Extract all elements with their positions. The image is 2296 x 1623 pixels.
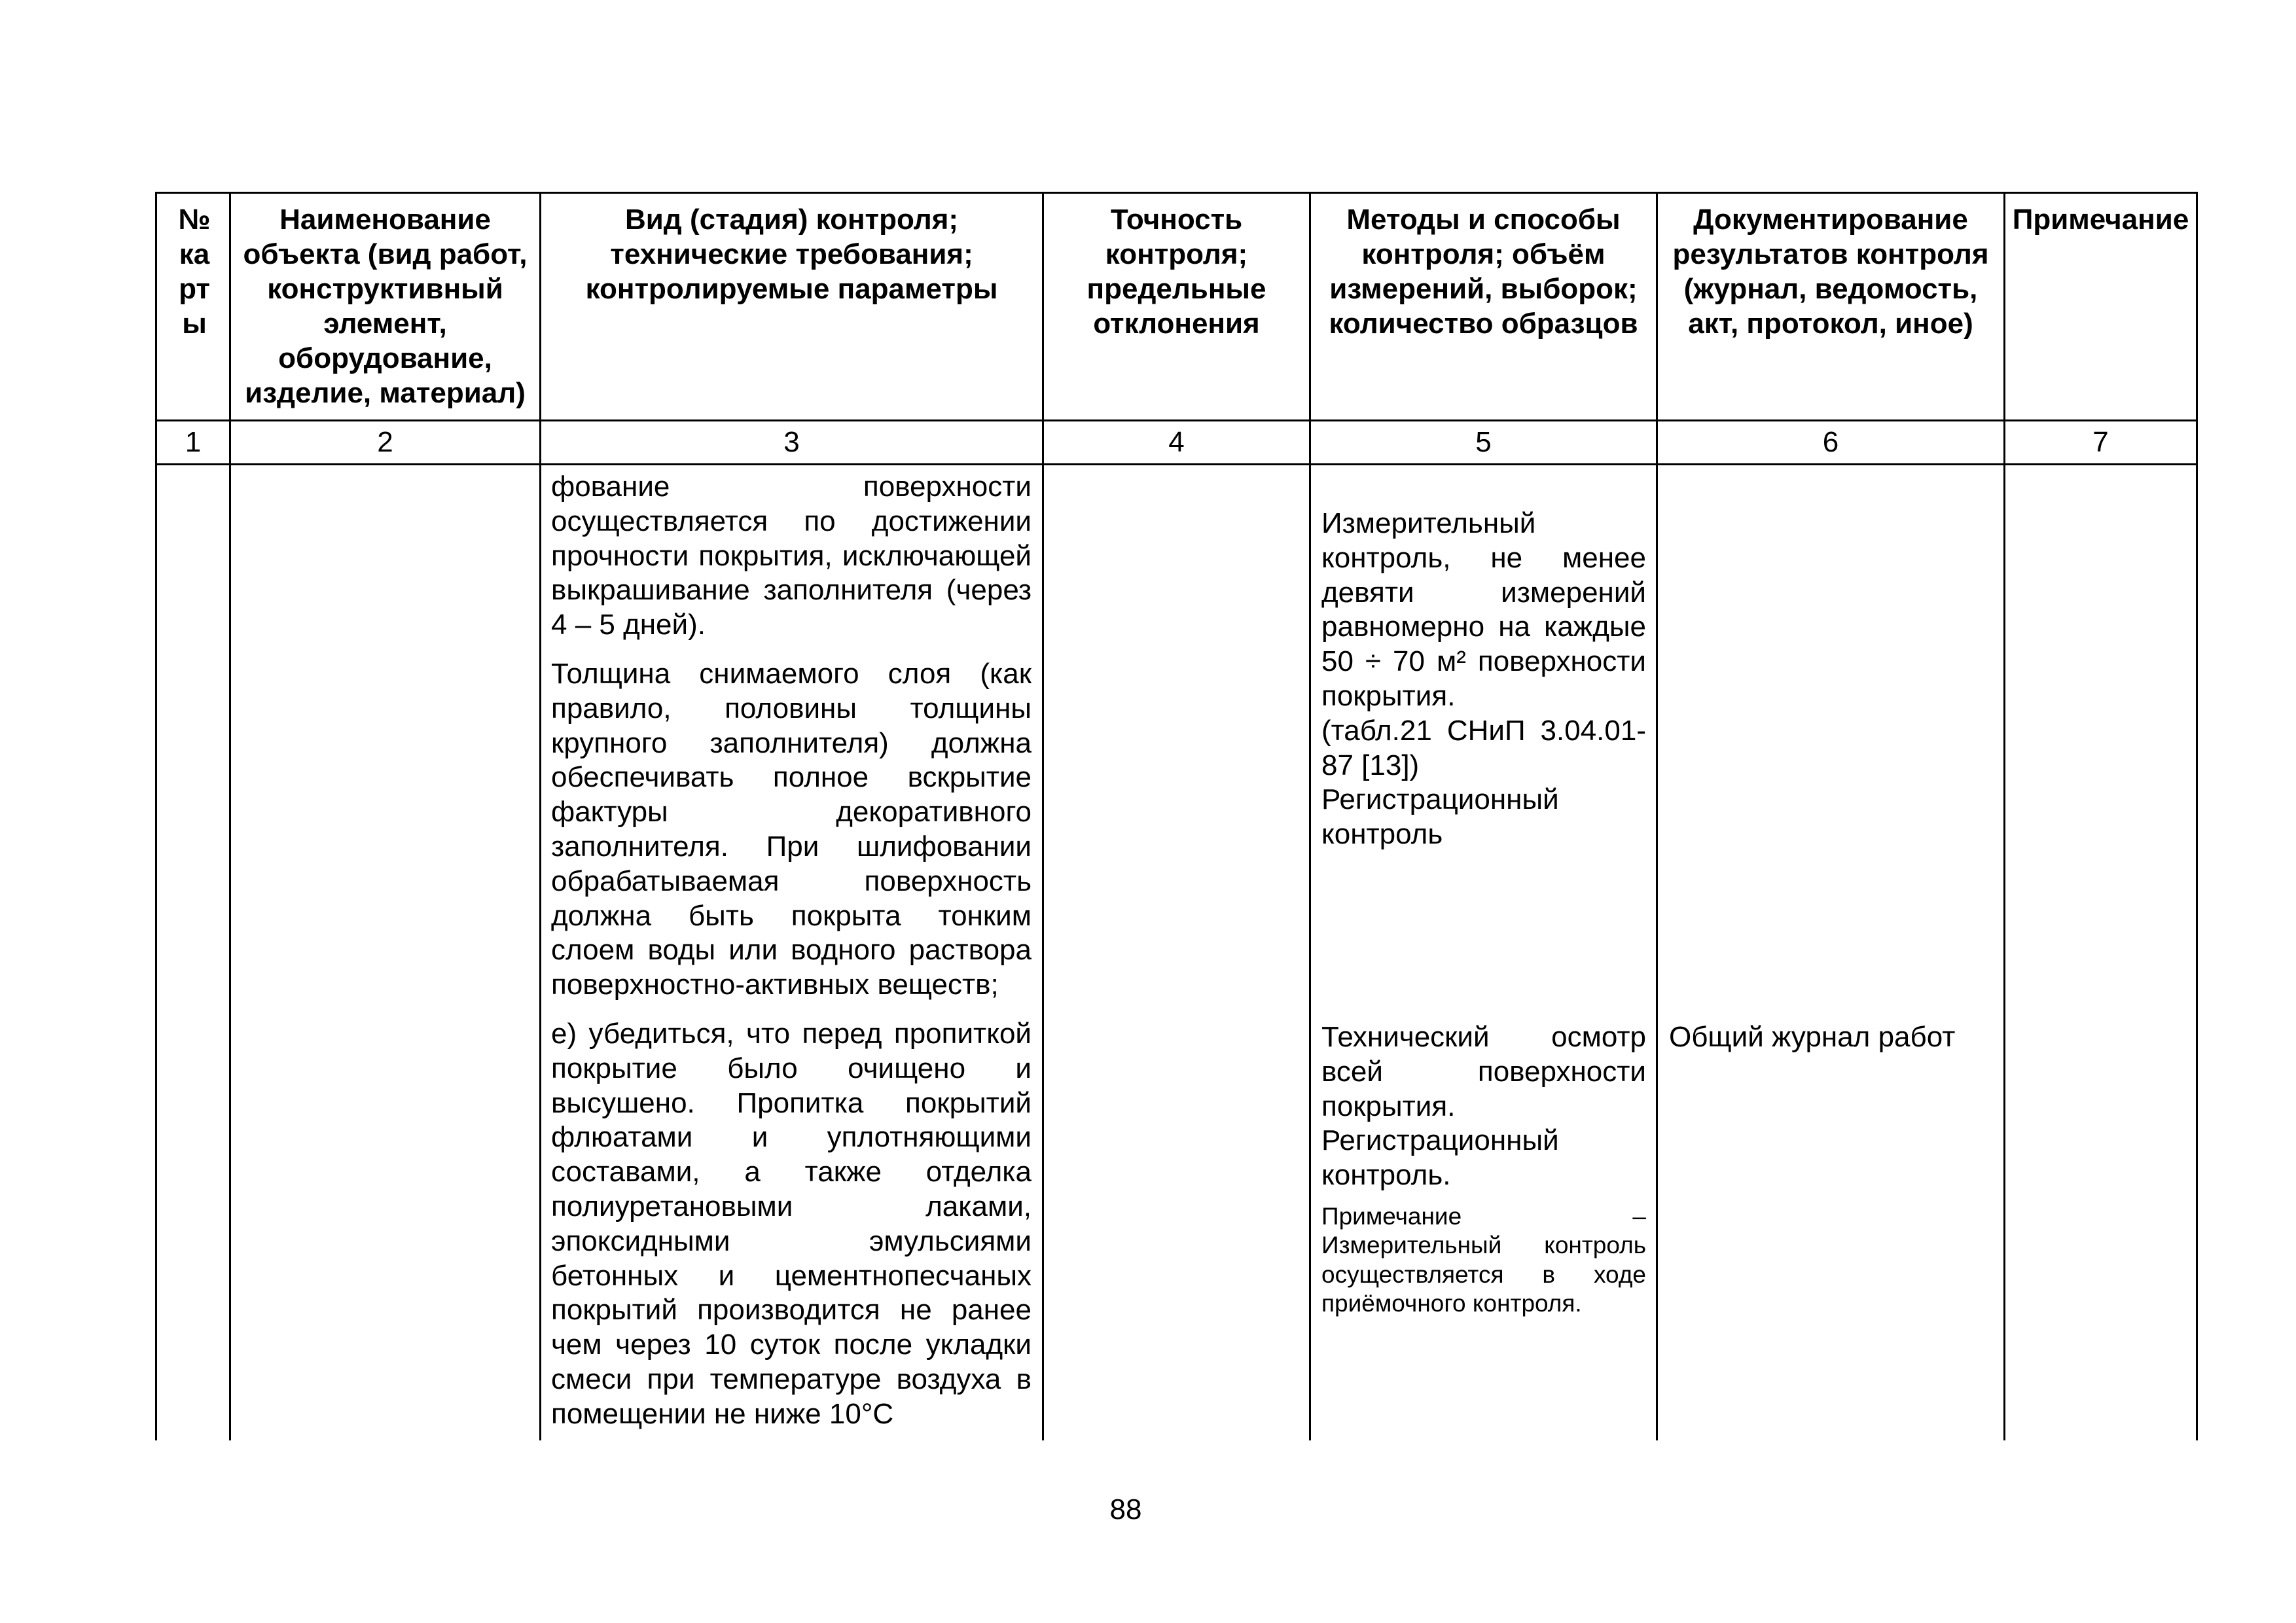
- header-note: Примечание: [2012, 204, 2189, 236]
- header-control-type: Вид (стадия) контроля; технические требования; контролируемые параметры: [585, 204, 998, 305]
- column-number: 2: [377, 426, 393, 458]
- header-object-name: Наименование объекта (вид работ, конструктивный элемент, оборудование, изделие, материал): [243, 204, 528, 409]
- method-text: Регистрационный контроль: [1321, 783, 1559, 851]
- column-border: [539, 192, 541, 1440]
- method-text: Измерительный контроль, не менее девяти измерений равномерно на каждые 50 ÷ 70 м² поверхности покрытия.: [1321, 507, 1646, 712]
- column-number: 1: [185, 426, 202, 458]
- header-documentation: Документирование результатов контроля (журнал, ведомость, акт, протокол, иное): [1672, 204, 1989, 340]
- method-note: Примечание – Измерительный контроль осуществляется в ходе приёмочного контроля.: [1321, 1202, 1646, 1317]
- method-reference: (табл.21 СНиП 3.04.01-87 [13]): [1321, 714, 1646, 781]
- control-methods-cell-block2: [1321, 1020, 1646, 1319]
- header-control-methods: Методы и способы контроля; объём измерений, выборок; количество образцов: [1329, 204, 1638, 340]
- column-number: 6: [1822, 426, 1839, 458]
- column-border: [1309, 192, 1311, 1440]
- column-number: 3: [783, 426, 800, 458]
- control-requirements-cell: [551, 470, 1031, 1445]
- number-row-bottom-border: [155, 463, 2198, 465]
- column-border: [1656, 192, 1658, 1440]
- header-control-accuracy: Точность контроля; предельные отклонения: [1086, 204, 1266, 340]
- control-table: [155, 192, 2198, 1440]
- column-border: [2196, 192, 2198, 1440]
- requirement-paragraph: е) убедиться, что перед пропиткой покрытие было очищено и высушено. Пропитка покрытий флюатами и уплотняющими составами, а также отделка полиуретановыми лаками, эпоксидными эмульсиями бетонных и цементнопесчаных покрытий производится не ранее чем через 10 суток после укладки смеси при температуре воздуха в помещении не ниже 10°С: [551, 1017, 1031, 1430]
- requirement-paragraph: Толщина снимаемого слоя (как правило, половины толщины крупного заполнителя) должна обеспечивать полное вскрытие фактуры декоративного заполнителя. При шлифовании обрабатываемая поверхность должна быть покрыта тонким слоем воды или водного раствора поверхностно-активных веществ;: [551, 657, 1031, 1001]
- column-number: 4: [1168, 426, 1185, 458]
- header-card-number: № карты: [178, 204, 211, 340]
- column-number: 5: [1475, 426, 1492, 458]
- requirement-paragraph: фование поверхности осуществляется по достижении прочности покрытия, исключающей выкрашивание заполнителя (через 4 – 5 дней).: [551, 471, 1031, 641]
- control-methods-cell-block1: [1321, 507, 1646, 852]
- method-text: Регистрационный контроль.: [1321, 1124, 1559, 1192]
- page-number: 88: [1109, 1493, 1142, 1525]
- table-top-border: [155, 192, 2198, 194]
- column-number: 7: [2092, 426, 2109, 458]
- column-border: [155, 192, 157, 1440]
- method-text: Технический осмотр всей поверхности покрытия.: [1321, 1021, 1646, 1122]
- column-border: [1042, 192, 1044, 1440]
- column-border: [2003, 192, 2005, 1440]
- documentation-cell: Общий журнал работ: [1669, 1021, 1956, 1053]
